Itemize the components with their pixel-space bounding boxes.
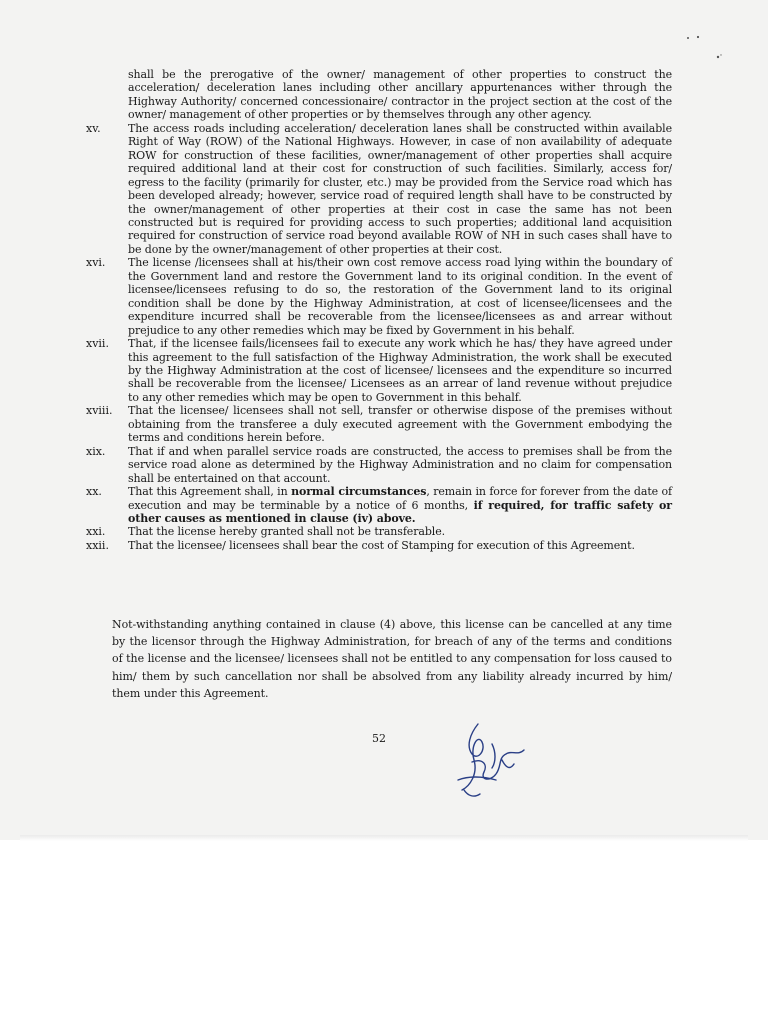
clause-text [128, 122, 672, 257]
clause-item [80, 404, 672, 444]
clause-numeral: xx. [86, 485, 102, 499]
clause-segment: That the licensee/ licensees shall bear the cost of Stamping for execution of this Agreement. [128, 538, 635, 552]
clause-text [128, 68, 672, 122]
clause-text [128, 485, 672, 525]
clause-text [128, 445, 672, 485]
clause-item [80, 122, 672, 257]
scan-edge-shadow [20, 835, 748, 841]
clause-segment: That if and when parallel service roads are constructed, the access to premises shall be from the service road alone as determined by the Highway Administration and no claim for compensation shall be entertained on that account. [128, 444, 672, 485]
clause-item [80, 485, 672, 525]
clause-segment: That the license hereby granted shall not be transferable. [128, 525, 445, 539]
clause-bold-segment: if required, for traffic safety or other causes as mentioned in clause (iv) above. [128, 498, 672, 525]
clause-numeral: xvi. [86, 256, 106, 270]
clause-segment: That this Agreement shall, in [128, 485, 292, 499]
clause-segment: That, if the licensee fails/licensees fail to execute any work which he has/ they have agreed under this agreement to the full satisfaction of the Highway Administration, the work shall be executed by the Highway Administration at the cost of licensee/ licensees and the expenditure so incurred shall be recoverable from the licensee/ Licensees as an arrear of land revenue without prejudice to any other remedies which may be open to Government in this behalf. [128, 337, 672, 404]
clause-text [128, 404, 672, 444]
clause-segment: That the licensee/ licensees shall not sell, transfer or otherwise dispose of the premises without obtaining from the transferee a duly executed agreement with the Government embodying the terms and conditions herein before. [128, 404, 672, 445]
clause-segment: shall be the prerogative of the owner/ management of other properties to construct the acceleration/ deceleration lanes including other ancillary appurtenances wither through the Highway Authority/ concerned concessionaire/ contractor in the project section at the cost of the owner/ management of other properties or by themselves through any other agency. [128, 68, 672, 122]
clause-text [128, 337, 672, 404]
clause-numeral: xvii. [86, 337, 109, 351]
clause-numeral: xxi. [86, 525, 106, 539]
clause-item [80, 256, 672, 337]
clause-bold-segment: normal circumstances [291, 485, 427, 499]
clause-numeral: xix. [86, 444, 106, 458]
scan-specks [676, 26, 736, 66]
clause-segment: , remain in force for forever from the date of execution and may be terminable by a notice of 6 months, [128, 485, 673, 512]
clause-text [128, 256, 672, 337]
clause-text [128, 525, 672, 538]
clause-text [128, 539, 672, 552]
clause-numeral: xxii. [86, 538, 109, 552]
clause-segment: The access roads including acceleration/ deceleration lanes shall be constructed within available Right of Way (ROW) of the National Highways. However, in case of non availability of adequate ROW for construction of these facilities, owner/management of other properties shall acquire required additional land at their cost for construction of such facilities. Similarly, access for/ egress to the facility (primarily for cluster, etc.) may be provided from the Service road which has been developed already; however, service road of required length shall have to be constructed by the owner/management of other properties at their cost in case the same has not been constructed but is required for providing access to such properties; additional land acquisition required for construction of service road beyond available ROW of NH in such cases shall have to be done by the owner/management of other properties at their cost. [128, 121, 672, 256]
page-number: 52 [372, 732, 386, 745]
clause-segment: The license /licensees shall at his/their own cost remove access road lying within the boundary of the Government land and restore the Government land to its original condition. In the event of licensee/licensees refusing to do so, the restoration of the Government land to its original condition shall be done by the Highway Administration, at cost of licensee/licensees and the expenditure incurred shall be recoverable from the licensee/licensees as and arrear without prejudice to any other remedies which may be fixed by Government in his behalf. [128, 256, 672, 337]
signature [452, 716, 532, 802]
clause-item [80, 337, 672, 404]
agreement-clauses [80, 68, 672, 552]
clause-numeral: xv. [86, 121, 101, 135]
clause-item [80, 68, 672, 122]
clause-item [80, 539, 672, 552]
closing-paragraph: Not-withstanding anything contained in clause (4) above, this license can be cancelled at any time by the licensor through the Highway Administration, for breach of any of the terms and conditions of the license and the licensee/ licensees shall not be entitled to any compensation for loss caused to him/ them by such cancellation nor shall be absolved from any liability already incurred by him/ them under this Agreement. [112, 618, 672, 700]
clause-numeral: xviii. [86, 404, 113, 418]
clause-item [80, 525, 672, 538]
clause-item [80, 445, 672, 485]
